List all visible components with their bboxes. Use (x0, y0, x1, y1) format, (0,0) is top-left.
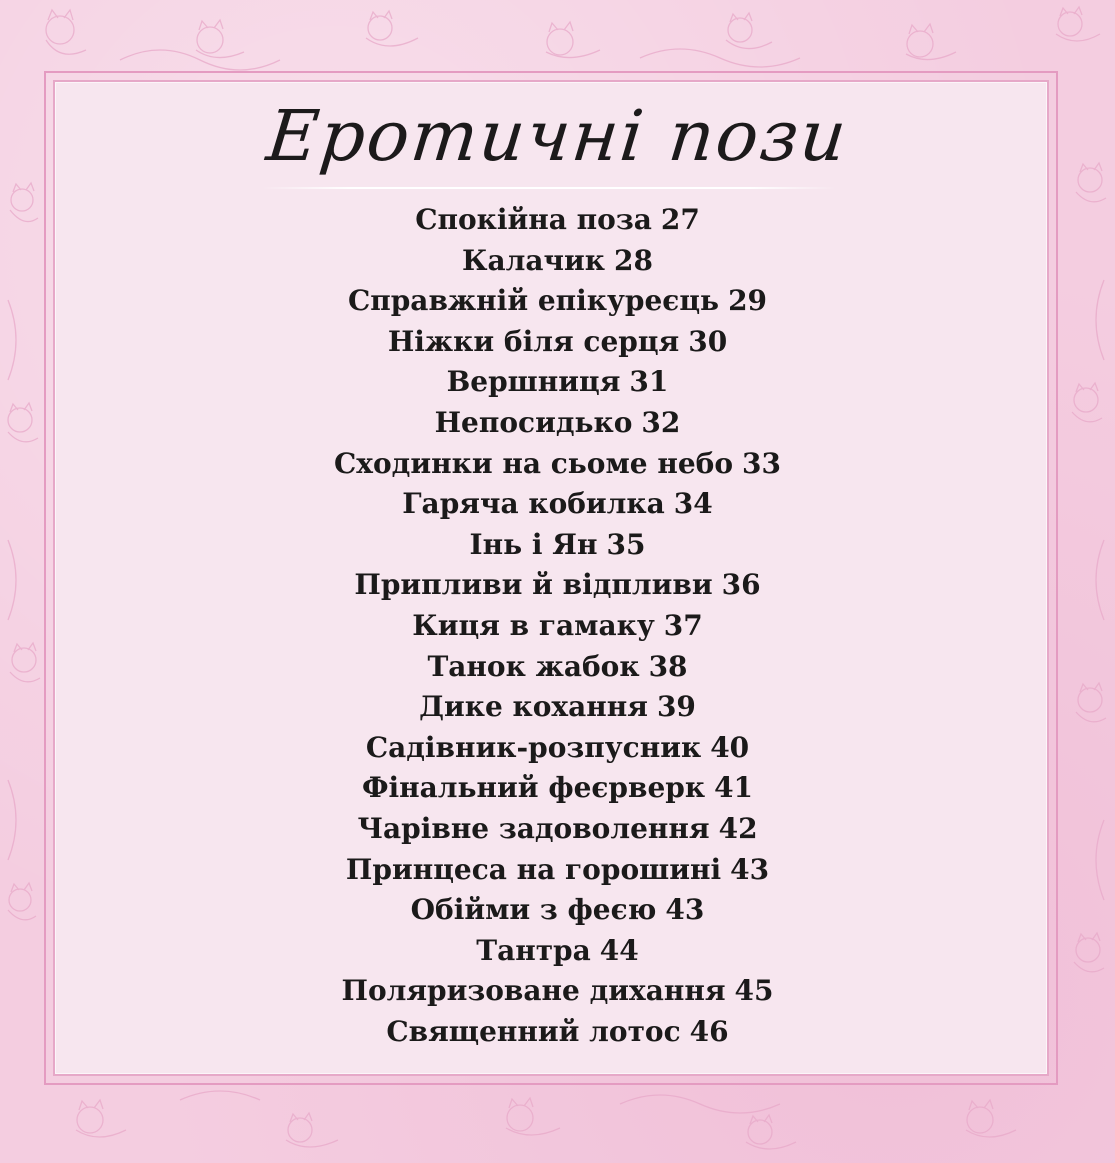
toc-entry-title: Поляризоване дихання (341, 974, 726, 1008)
toc-entry-page-number: 43 (730, 852, 770, 886)
toc-entry-title: Припливи й відпливи (354, 568, 713, 602)
cat-outline-icon (76, 1100, 126, 1137)
toc-entry-page-number: 34 (673, 487, 713, 521)
toc-entry (0, 971, 1115, 1012)
toc-entry (0, 281, 1115, 322)
toc-entry (0, 362, 1115, 403)
toc-entry-title: Справжній епікуреєць (347, 284, 720, 318)
toc-entry-page-number: 30 (688, 324, 728, 358)
toc-entry-page-number: 45 (734, 974, 774, 1008)
toc-entry-title: Інь і Ян (469, 527, 598, 561)
toc-entry-title: Вершниця (446, 365, 621, 399)
toc-entry-title: Тантра (476, 933, 591, 967)
cat-outline-icon (506, 1098, 560, 1135)
cat-outline-icon (46, 10, 86, 54)
toc-entry-title: Священний лотос (386, 1014, 681, 1048)
toc-entry-page-number: 36 (721, 568, 761, 602)
toc-entry-page-number: 27 (660, 203, 700, 236)
toc-entry-title: Дике кохання (419, 690, 648, 724)
toc-entry-title: Спокійна поза (415, 203, 652, 236)
toc-entry-title: Танок жабок (427, 649, 640, 683)
toc-entry (0, 403, 1115, 444)
cat-outline-icon (546, 22, 600, 58)
cat-outline-icon (966, 1100, 1016, 1137)
cat-outline-icon (366, 11, 418, 46)
toc-entry-title: Принцеса на горошині (345, 852, 722, 886)
toc-entry (0, 768, 1115, 809)
toc-entry (0, 809, 1115, 850)
toc-entry-page-number: 37 (663, 608, 703, 642)
toc-entry-title: Фінальний феєрверк (361, 771, 706, 805)
toc-entry-page-number: 39 (656, 690, 696, 724)
toc-entry-page-number: 33 (742, 446, 781, 480)
toc-entry-page-number: 29 (728, 284, 768, 318)
section-heading: Еротичні пози (263, 95, 852, 177)
toc-entry (0, 565, 1115, 606)
toc-entry (0, 687, 1115, 728)
cat-outline-icon (906, 24, 956, 60)
toc-entry-page-number: 38 (648, 649, 688, 683)
toc-entry (0, 525, 1115, 566)
toc-entry (0, 931, 1115, 972)
table-of-contents (0, 200, 1115, 1052)
toc-entry (0, 322, 1115, 363)
toc-entry-page-number: 31 (629, 365, 669, 399)
toc-entry-page-number: 41 (714, 771, 754, 805)
toc-entry-page-number: 43 (665, 893, 705, 927)
toc-entry-title: Гаряча кобилка (402, 487, 665, 521)
toc-entry-page-number: 28 (614, 243, 653, 277)
toc-entry (0, 728, 1115, 769)
toc-entry-title: Сходинки на сьоме небо (334, 446, 733, 480)
toc-entry-title: Киця в гамаку (412, 608, 655, 642)
toc-entry-page-number: 46 (689, 1014, 729, 1048)
heading-divider (262, 187, 836, 189)
toc-entry-page-number: 35 (606, 527, 646, 561)
toc-entry (0, 444, 1115, 485)
cat-outline-icon (286, 1113, 338, 1147)
toc-entry (0, 484, 1115, 525)
toc-entry-page-number: 44 (599, 933, 639, 967)
toc-entry (0, 647, 1115, 688)
toc-entry (0, 200, 1115, 241)
toc-entry (0, 241, 1115, 282)
cat-outline-icon (746, 1115, 796, 1149)
toc-entry (0, 850, 1115, 891)
toc-entry-page-number: 32 (641, 405, 681, 439)
toc-entry (0, 890, 1115, 931)
toc-entry-title: Садівник-розпусник (365, 730, 702, 764)
toc-entry-title: Непосидько (434, 405, 633, 439)
toc-entry-title: Калачик (462, 243, 605, 277)
cat-outline-icon (726, 13, 772, 49)
cat-outline-icon (196, 20, 244, 58)
toc-entry-title: Чарівне задоволення (357, 811, 710, 845)
toc-entry-page-number: 42 (718, 811, 758, 845)
toc-entry-page-number: 40 (710, 730, 750, 764)
toc-entry-title: Ніжки біля серця (387, 324, 680, 358)
toc-entry-title: Обійми з феєю (410, 893, 657, 927)
cat-outline-icon (1056, 7, 1100, 41)
toc-entry (0, 1012, 1115, 1053)
toc-entry (0, 606, 1115, 647)
